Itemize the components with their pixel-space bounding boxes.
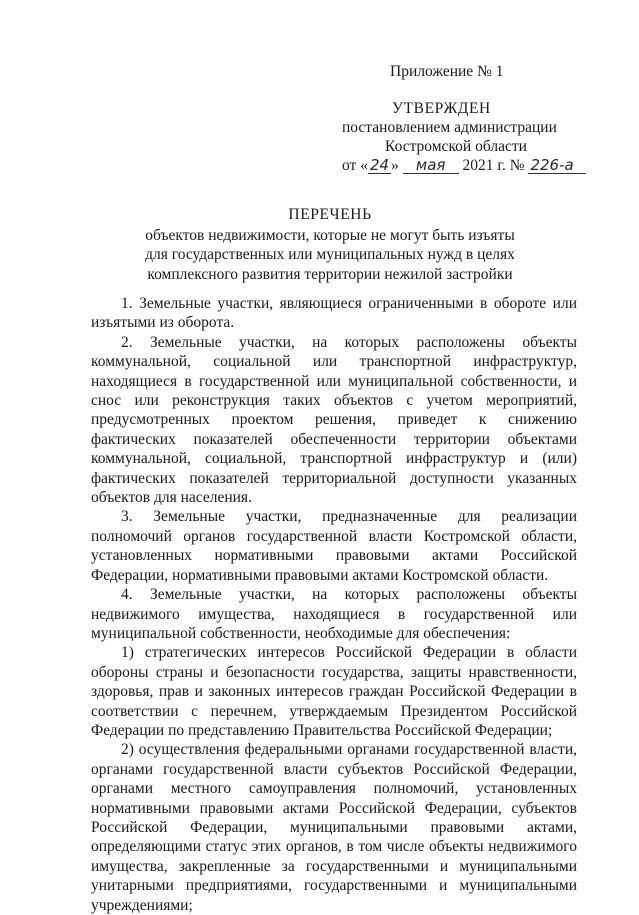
handwritten-month: мая	[403, 157, 459, 174]
decree-label: постановлением администрации	[342, 119, 557, 136]
approved-label: УТВЕРЖДЕН	[392, 100, 491, 117]
title-line: для государственных или муниципальных нужд в целях	[145, 246, 515, 263]
handwritten-day: 24	[369, 156, 390, 174]
paragraph-4-1: 1) стратегических интересов Российской Федерации в области обороны страны и безопасности государства, защиты нравственности, здоровья, прав и законных интересов граждан Российской Федерации в соответствии с перечнем, утверждаемым Президентом Российской Федерации по представлению Правительства Российской Федерации;	[91, 644, 577, 739]
title-heading: ПЕРЕЧЕНЬ	[288, 206, 372, 223]
document-title	[60, 205, 600, 284]
handwritten-number: 226-а	[528, 157, 586, 174]
paragraph-3: 3. Земельные участки, предназначенные для реализации полномочий органов государственной власти Костромской области, установленных нормативными правовыми актами Российской Федерации, нормативными правовыми актами Костромской области.	[91, 508, 577, 584]
paragraph-4-2: 2) осуществления федеральными органами государственной власти, органами государственной власти субъектов Российской Федерации, органами местного самоуправления полномочий, установленных нормативными правовыми актами Российской Федерации, субъектов Российской Федерации, муниципальными правовыми актами, определяющими статус этих органов, в том числе объекты недвижимого имущества, закрепленные за государственными и муниципальными унитарными предприятиями, государственными и муниципальными учреждениями;	[91, 741, 577, 914]
paragraph-2: 2. Земельные участки, на которых расположены объекты коммунальной, социальной или транспортной инфраструктур, находящиеся в государственной или муниципальной собственности, и снос или реконструкция таких объектов с учетом мероприятий, предусмотренных проектом решения, приведет к снижению фактических показателей обеспеченности территории объектами коммунальной, социальной, транспортной инфраструктур и (или) фактических показателей территориальной доступности указанных объектов для населения.	[91, 333, 577, 507]
paragraph-1: 1. Земельные участки, являющиеся ограниченными в обороте или изъятыми из оборота.	[91, 295, 577, 332]
date-mid: »	[391, 157, 403, 174]
title-line: объектов недвижимости, которые не могут быть изъяты	[145, 226, 515, 244]
date-prefix: от «	[342, 157, 368, 174]
annex-label: Приложение № 1	[390, 63, 504, 80]
decree-date-line	[342, 156, 586, 175]
region-label: Костромской области	[385, 138, 527, 155]
date-year: 2021 г. №	[458, 157, 529, 174]
title-line: комплексного развития территории нежилой застройки	[147, 265, 513, 283]
document-body	[91, 294, 577, 915]
paragraph-4: 4. Земельные участки, на которых расположены объекты недвижимого имущества, находящиеся в государственной или муниципальной собственности, необходимые для обеспечения:	[91, 586, 577, 642]
